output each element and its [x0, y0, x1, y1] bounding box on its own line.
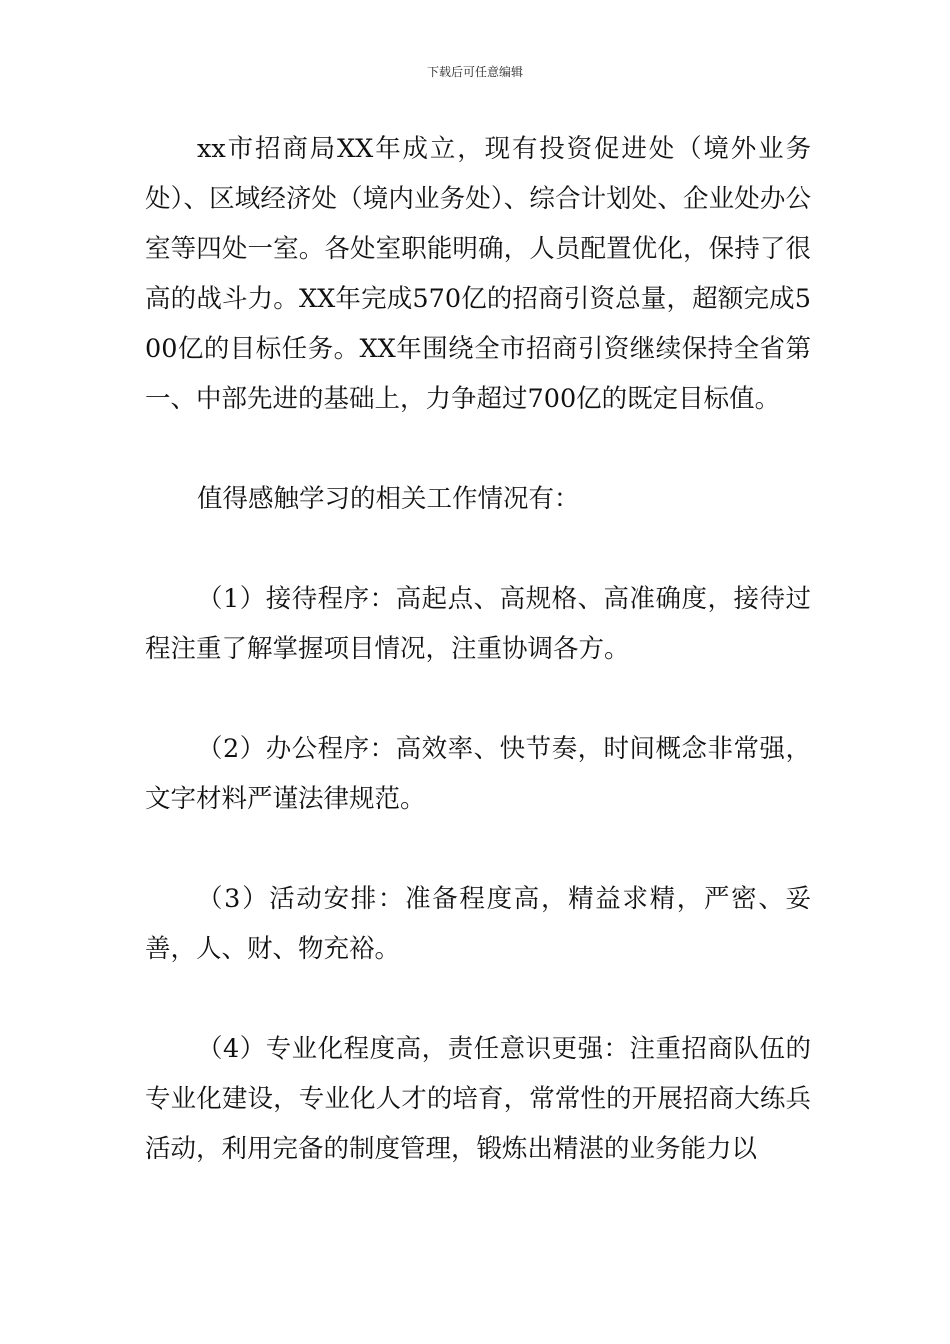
paragraph-item-1: （1）接待程序：高起点、高规格、高准确度，接待过程注重了解掌握项目情况，注重协调各方。 — [145, 584, 811, 664]
paragraph-item-4: （4）专业化程度高，责任意识更强：注重招商队伍的专业化建设，专业化人才的培育，常常性的开展招商大练兵活动，利用完备的制度管理，锻炼出精湛的业务能力以 — [145, 1034, 811, 1164]
paragraph-item-3: （3）活动安排：准备程度高，精益求精，严密、妥善，人、财、物充裕。 — [145, 884, 811, 964]
paragraph-intro: xx市招商局XX年成立，现有投资促进处（境外业务处）、区域经济处（境内业务处）、综合计划处、企业处办公室等四处一室。各处室职能明确，人员配置优化，保持了很高的战斗力。XX年完成570亿的招商引资总量，超额完成500亿的目标任务。XX年围绕全市招商引资继续保持全省第一、中部先进的基础上，力争超过700亿的既定目标值。 — [145, 134, 811, 414]
paragraph-item-2: （2）办公程序：高效率、快节奏，时间概念非常强，文字材料严谨法律规范。 — [145, 734, 811, 814]
document-body — [145, 124, 811, 1174]
paragraph-lead-in: 值得感触学习的相关工作情况有： — [197, 484, 580, 514]
page-header-note: 下载后可任意编辑 — [426, 65, 523, 79]
